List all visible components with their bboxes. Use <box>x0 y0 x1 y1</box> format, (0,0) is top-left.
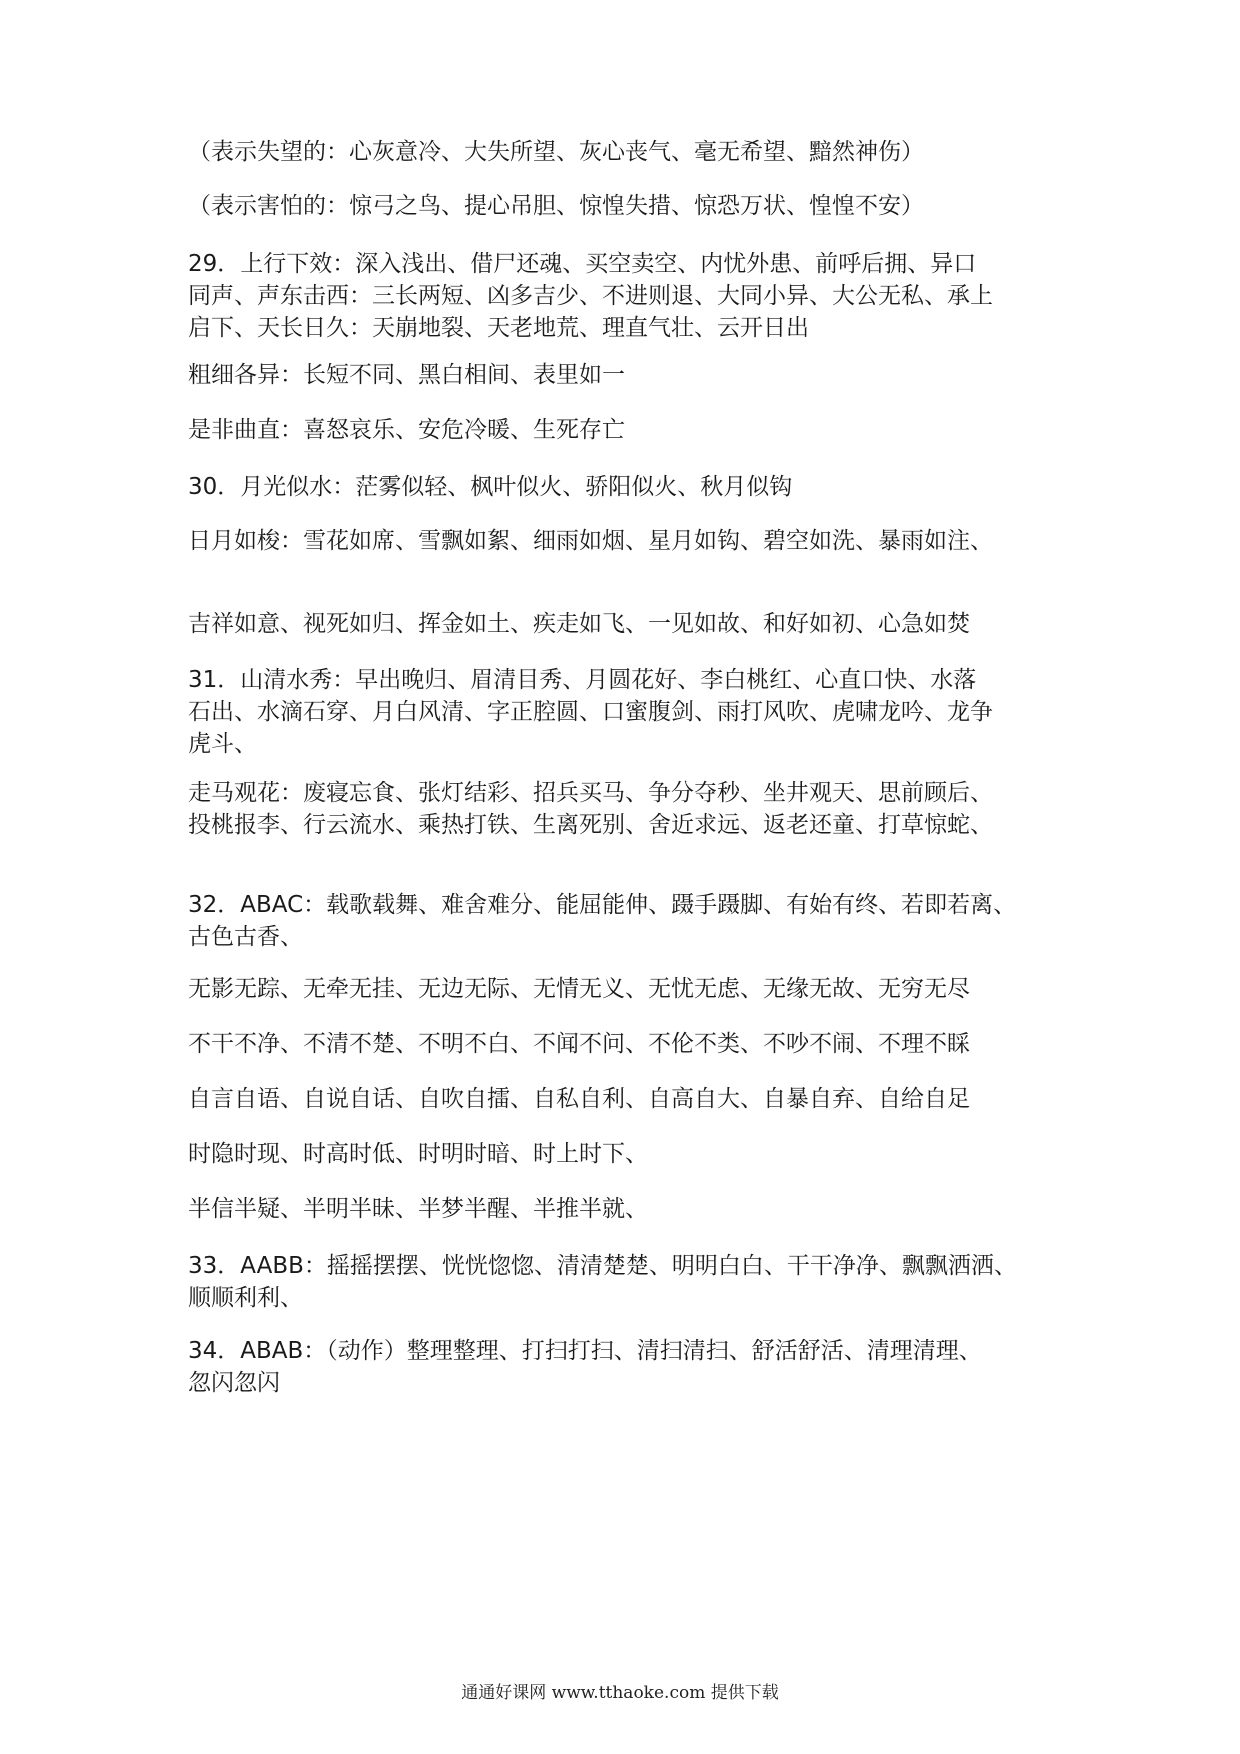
paragraph <box>188 248 1068 344</box>
text-line: 33．AABB：摇摇摆摆、恍恍惚惚、清清楚楚、明明白白、干干净净、飘飘洒洒、 <box>188 1253 1017 1279</box>
paragraph <box>188 973 1068 1005</box>
text-line: 虎斗、 <box>188 731 257 757</box>
text-line: 不干不净、不清不楚、不明不白、不闻不问、不伦不类、不吵不闹、不理不睬 <box>188 1031 970 1057</box>
text-line: 30．月光似水：茫雾似轻、枫叶似火、骄阳似火、秋月似钩 <box>188 474 793 500</box>
text-line: 投桃报李、行云流水、乘热打铁、生离死别、舍近求远、返老还童、打草惊蛇、 <box>188 812 993 838</box>
text-line: 忽闪忽闪 <box>188 1370 280 1396</box>
text-line: 启下、天长日久：天崩地裂、天老地荒、理直气壮、云开日出 <box>188 315 809 341</box>
text-line: 32．ABAC：载歌载舞、难舍难分、能屈能伸、蹑手蹑脚、有始有终、若即若离、 <box>188 892 1017 918</box>
text-line: 时隐时现、时高时低、时明时暗、时上时下、 <box>188 1141 648 1167</box>
paragraph <box>188 471 1068 503</box>
text-line: 古色古香、 <box>188 924 303 950</box>
text-line: （表示害怕的：惊弓之鸟、提心吊胆、惊惶失措、惊恐万状、惶惶不安） <box>188 193 924 219</box>
text-line: 顺顺利利、 <box>188 1285 303 1311</box>
text-line: 自言自语、自说自话、自吹自擂、自私自利、自高自大、自暴自弃、自给自足 <box>188 1086 970 1112</box>
paragraph <box>188 1335 1068 1399</box>
paragraph <box>188 136 1068 168</box>
page-footer: 通通好课网 www.tthaoke.com 提供下载 <box>461 1683 779 1703</box>
text-line: 粗细各异：长短不同、黑白相间、表里如一 <box>188 362 625 388</box>
paragraph <box>188 664 1068 760</box>
text-line: 是非曲直：喜怒哀乐、安危冷暖、生死存亡 <box>188 417 625 443</box>
text-line: 31．山清水秀：早出晚归、眉清目秀、月圆花好、李白桃红、心直口快、水落 <box>188 667 977 693</box>
paragraph <box>188 1083 1068 1115</box>
paragraph <box>188 1250 1068 1314</box>
text-line: 走马观花：废寝忘食、张灯结彩、招兵买马、争分夺秒、坐井观天、思前顾后、 <box>188 780 993 806</box>
text-line: 半信半疑、半明半昧、半梦半醒、半推半就、 <box>188 1196 648 1222</box>
text-line: 34．ABAB：（动作）整理整理、打扫打扫、清扫清扫、舒活舒活、清理清理、 <box>188 1338 982 1364</box>
paragraph <box>188 1193 1068 1225</box>
text-line: 同声、声东击西：三长两短、凶多吉少、不进则退、大同小异、大公无私、承上 <box>188 283 993 309</box>
paragraph <box>188 777 1068 841</box>
text-line: 无影无踪、无牵无挂、无边无际、无情无义、无忧无虑、无缘无故、无穷无尽 <box>188 976 970 1002</box>
text-line: 29．上行下效：深入浅出、借尸还魂、买空卖空、内忧外患、前呼后拥、异口 <box>188 251 977 277</box>
paragraph <box>188 1138 1068 1170</box>
text-line: 石出、水滴石穿、月白风清、字正腔圆、口蜜腹剑、雨打风吹、虎啸龙吟、龙争 <box>188 699 993 725</box>
paragraph <box>188 414 1068 446</box>
text-line: 吉祥如意、视死如归、挥金如土、疾走如飞、一见如故、和好如初、心急如焚 <box>188 611 970 637</box>
text-line: 日月如梭：雪花如席、雪飘如絮、细雨如烟、星月如钩、碧空如洗、暴雨如注、 <box>188 528 993 554</box>
paragraph <box>188 889 1068 953</box>
paragraph <box>188 190 1068 222</box>
paragraph <box>188 525 1068 557</box>
paragraph <box>188 359 1068 391</box>
text-line: （表示失望的：心灰意冷、大失所望、灰心丧气、毫无希望、黯然神伤） <box>188 139 924 165</box>
paragraph <box>188 1028 1068 1060</box>
paragraph <box>188 608 1068 640</box>
